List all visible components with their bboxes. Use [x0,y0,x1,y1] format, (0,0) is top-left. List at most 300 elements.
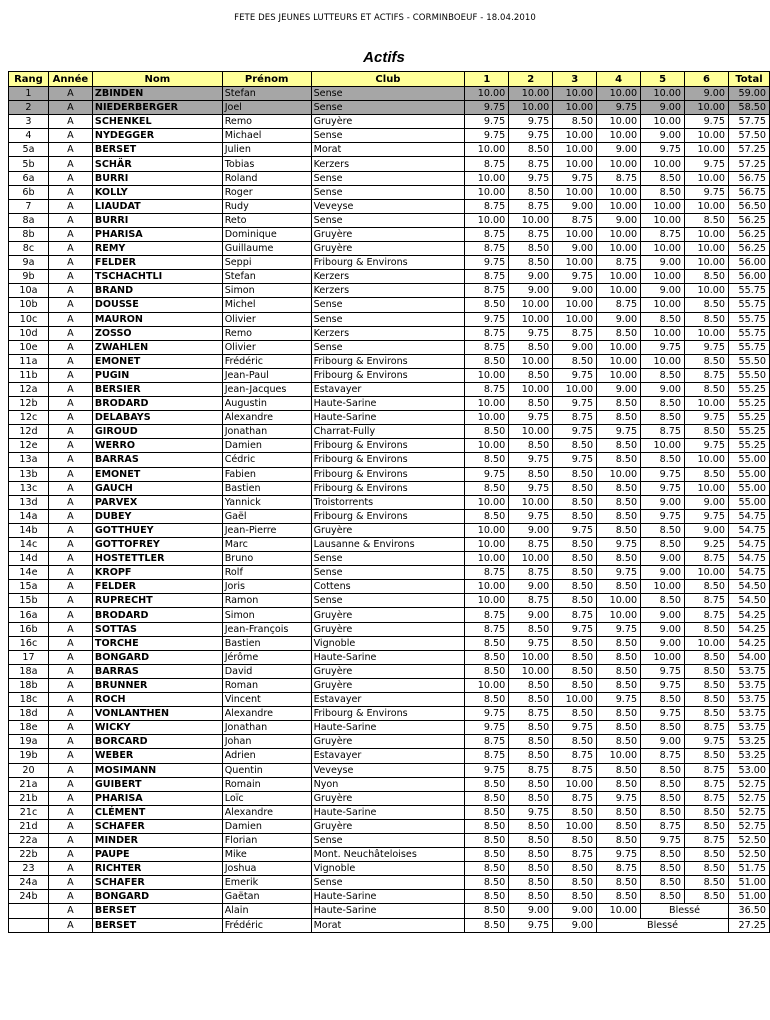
cell-score: 8.50 [641,397,685,411]
cell-score: 8.50 [641,594,685,608]
cell-score: 8.50 [553,495,597,509]
cell-score: 8.50 [509,397,553,411]
cell-score: 8.75 [465,326,509,340]
table-row [9,298,770,312]
cell-score: 9.75 [597,425,641,439]
cell-prenom: Bastien [222,636,311,650]
table-row [9,833,770,847]
cell-score: 10.00 [641,199,685,213]
table-row [9,650,770,664]
table-row [9,693,770,707]
cell-score: 9.00 [641,101,685,115]
cell-score: 9.75 [553,523,597,537]
cell-score: 9.75 [685,340,729,354]
cell-nom: BERSIER [92,382,222,396]
cell-score: 8.75 [685,763,729,777]
cell-score: 9.75 [641,678,685,692]
cell-rang: 20 [9,763,49,777]
cell-score: 8.50 [597,735,641,749]
cell-score: 8.50 [553,538,597,552]
cell-nom: VONLANTHEN [92,707,222,721]
cell-score: 10.00 [685,256,729,270]
cell-annee: A [48,819,92,833]
cell-score: 8.50 [597,453,641,467]
cell-annee: A [48,270,92,284]
cell-score: 9.75 [641,509,685,523]
cell-rang: 22a [9,833,49,847]
cell-annee: A [48,199,92,213]
cell-annee: A [48,397,92,411]
cell-annee: A [48,650,92,664]
cell-score: 8.75 [465,735,509,749]
cell-annee: A [48,904,92,918]
cell-nom: BERSET [92,918,222,932]
cell-rang: 21d [9,819,49,833]
cell-prenom: Alexandre [222,707,311,721]
cell-total: 55.00 [728,453,769,467]
cell-rang: 12e [9,439,49,453]
cell-club: Sense [311,594,465,608]
cell-score: 9.75 [509,636,553,650]
cell-score: 8.50 [685,467,729,481]
cell-prenom: Joel [222,101,311,115]
cell-score: 10.00 [641,298,685,312]
col-header-round-6: 6 [685,72,729,87]
cell-annee: A [48,101,92,115]
cell-score: 10.00 [465,678,509,692]
cell-score: 9.00 [641,382,685,396]
cell-score: 10.00 [597,284,641,298]
cell-annee: A [48,791,92,805]
cell-score: 9.00 [641,256,685,270]
table-row [9,707,770,721]
cell-total: 54.25 [728,622,769,636]
cell-club: Morat [311,918,465,932]
cell-score: 10.00 [597,340,641,354]
cell-club: Fribourg & Environs [311,439,465,453]
cell-score: 8.75 [685,608,729,622]
cell-total: 53.25 [728,749,769,763]
cell-total: 54.75 [728,509,769,523]
cell-club: Fribourg & Environs [311,509,465,523]
cell-nom: BRODARD [92,397,222,411]
cell-score: 8.75 [509,566,553,580]
cell-rang: 14c [9,538,49,552]
cell-score: 10.00 [685,453,729,467]
cell-rang: 3 [9,115,49,129]
cell-score: 9.00 [509,580,553,594]
cell-annee: A [48,876,92,890]
cell-rang: 4 [9,129,49,143]
cell-score: 8.50 [597,707,641,721]
cell-rang: 9a [9,256,49,270]
cell-club: Vignoble [311,862,465,876]
table-row [9,171,770,185]
cell-annee: A [48,523,92,537]
cell-score: 8.50 [597,833,641,847]
cell-rang: 18d [9,707,49,721]
cell-nom: SCHAFER [92,876,222,890]
cell-club: Gruyère [311,819,465,833]
cell-club: Gruyère [311,608,465,622]
cell-prenom: Michael [222,129,311,143]
cell-score: 9.75 [641,340,685,354]
cell-score: 9.00 [641,735,685,749]
col-header-round-1: 1 [465,72,509,87]
col-header-prenom: Prénom [222,72,311,87]
cell-nom: SCHENKEL [92,115,222,129]
table-row [9,115,770,129]
cell-prenom: Guillaume [222,242,311,256]
cell-rang: 13d [9,495,49,509]
cell-rang: 21b [9,791,49,805]
cell-score: 8.75 [553,749,597,763]
cell-score: 10.00 [465,523,509,537]
cell-annee: A [48,566,92,580]
col-header-round-5: 5 [641,72,685,87]
cell-nom: GAUCH [92,481,222,495]
col-header-annee: Année [48,72,92,87]
cell-nom: ROCH [92,693,222,707]
cell-score: 8.75 [597,862,641,876]
cell-total: 55.50 [728,354,769,368]
cell-score: 8.50 [465,664,509,678]
cell-score: 8.50 [509,693,553,707]
cell-score: 8.50 [597,552,641,566]
cell-score: 9.75 [465,721,509,735]
cell-rang: 16a [9,608,49,622]
cell-score: 9.00 [509,523,553,537]
cell-nom: FELDER [92,256,222,270]
table-row [9,312,770,326]
table-row [9,213,770,227]
cell-score: 8.75 [509,157,553,171]
cell-prenom: Jean-François [222,622,311,636]
cell-prenom: Julien [222,143,311,157]
cell-club: Lausanne & Environs [311,538,465,552]
cell-prenom: David [222,664,311,678]
cell-score: 10.00 [465,495,509,509]
cell-score: 8.75 [465,608,509,622]
cell-rang: 16b [9,622,49,636]
cell-score: 9.75 [509,115,553,129]
cell-score: 8.50 [685,678,729,692]
cell-score: 10.00 [465,87,509,101]
table-row [9,256,770,270]
table-row [9,143,770,157]
cell-total: 55.25 [728,411,769,425]
cell-score: 8.50 [509,256,553,270]
cell-total: 56.50 [728,199,769,213]
cell-annee: A [48,749,92,763]
cell-score: 8.50 [641,876,685,890]
cell-score: 8.50 [509,368,553,382]
table-row [9,382,770,396]
cell-score: 8.50 [465,805,509,819]
cell-club: Fribourg & Environs [311,467,465,481]
cell-score: 10.00 [685,101,729,115]
header-row [9,72,770,87]
cell-rang: 19b [9,749,49,763]
cell-score: 9.00 [509,284,553,298]
cell-total: 56.25 [728,227,769,241]
cell-score: 10.00 [685,143,729,157]
table-row [9,777,770,791]
cell-nom: REMY [92,242,222,256]
cell-score: 8.75 [509,199,553,213]
cell-prenom: Johan [222,735,311,749]
cell-nom: HOSTETTLER [92,552,222,566]
cell-annee: A [48,312,92,326]
cell-prenom: Joris [222,580,311,594]
cell-score: 8.75 [597,298,641,312]
cell-total: 55.75 [728,284,769,298]
table-row [9,848,770,862]
cell-nom: ZWAHLEN [92,340,222,354]
cell-rang: 9b [9,270,49,284]
cell-prenom: Cédric [222,453,311,467]
cell-prenom: Jean-Jacques [222,382,311,396]
cell-nom: RUPRECHT [92,594,222,608]
cell-score: 10.00 [553,227,597,241]
cell-score: 8.50 [465,425,509,439]
cell-rang: 12c [9,411,49,425]
cell-score: 8.50 [509,622,553,636]
cell-annee: A [48,326,92,340]
cell-total: 27.25 [728,918,769,932]
cell-score: 10.00 [597,129,641,143]
cell-club: Fribourg & Environs [311,368,465,382]
cell-rang: 18a [9,664,49,678]
cell-score: 8.50 [685,622,729,636]
cell-prenom: Frédéric [222,354,311,368]
cell-score: 10.00 [509,312,553,326]
cell-score: 8.50 [509,791,553,805]
cell-total: 57.25 [728,157,769,171]
cell-rang: 5a [9,143,49,157]
cell-score: 8.50 [509,862,553,876]
cell-score: 8.75 [465,749,509,763]
cell-score: 10.00 [597,354,641,368]
cell-annee: A [48,382,92,396]
cell-score: 9.00 [641,284,685,298]
table-row [9,185,770,199]
cell-score: 10.00 [553,101,597,115]
cell-score: 8.50 [597,411,641,425]
page-title: Actifs [363,49,405,66]
cell-score: 9.25 [685,538,729,552]
cell-score: 8.50 [553,650,597,664]
cell-score: 8.50 [597,580,641,594]
cell-prenom: Jérôme [222,650,311,664]
cell-score: 8.50 [597,664,641,678]
cell-rang: 10a [9,284,49,298]
cell-total: 53.75 [728,707,769,721]
cell-score: 10.00 [597,467,641,481]
cell-score: 9.75 [465,467,509,481]
cell-total: 55.75 [728,312,769,326]
cell-score: 9.75 [465,312,509,326]
cell-note: Blessé [597,918,729,932]
cell-score: 10.00 [509,213,553,227]
cell-score: 10.00 [685,227,729,241]
cell-total: 54.25 [728,636,769,650]
cell-rang: 21a [9,777,49,791]
cell-prenom: Joshua [222,862,311,876]
cell-score: 8.50 [641,693,685,707]
cell-total: 53.00 [728,763,769,777]
cell-prenom: Frédéric [222,918,311,932]
cell-nom: DELABAYS [92,411,222,425]
cell-total: 57.25 [728,143,769,157]
cell-score: 10.00 [509,354,553,368]
table-row [9,101,770,115]
cell-total: 54.75 [728,538,769,552]
cell-club: Sense [311,129,465,143]
cell-score: 10.00 [553,312,597,326]
cell-total: 52.75 [728,791,769,805]
cell-score: 8.50 [553,664,597,678]
cell-prenom: Reto [222,213,311,227]
cell-prenom: Dominique [222,227,311,241]
cell-score: 8.50 [553,481,597,495]
cell-nom: BORCARD [92,735,222,749]
cell-score: 8.50 [509,721,553,735]
cell-score: 10.00 [641,439,685,453]
cell-total: 55.25 [728,382,769,396]
cell-prenom: Emerik [222,876,311,890]
cell-score: 8.50 [597,523,641,537]
cell-club: Haute-Sarine [311,721,465,735]
cell-score: 8.50 [553,833,597,847]
cell-club: Sense [311,566,465,580]
cell-nom: BURRI [92,171,222,185]
cell-score: 8.75 [465,199,509,213]
cell-prenom: Stefan [222,270,311,284]
cell-club: Sense [311,171,465,185]
cell-rang: 13c [9,481,49,495]
table-row [9,678,770,692]
cell-nom: PARVEX [92,495,222,509]
cell-score: 8.50 [509,340,553,354]
cell-score: 9.00 [685,495,729,509]
cell-annee: A [48,552,92,566]
cell-score: 8.75 [553,763,597,777]
cell-prenom: Roland [222,171,311,185]
cell-score: 10.00 [553,777,597,791]
cell-club: Sense [311,101,465,115]
cell-annee: A [48,890,92,904]
cell-nom: TORCHE [92,636,222,650]
cell-nom: NIEDERBERGER [92,101,222,115]
cell-score: 10.00 [597,87,641,101]
cell-score: 10.00 [553,382,597,396]
cell-club: Vignoble [311,636,465,650]
cell-total: 55.75 [728,298,769,312]
table-row [9,199,770,213]
cell-score: 8.50 [641,523,685,537]
table-row [9,340,770,354]
cell-total: 55.50 [728,368,769,382]
cell-score: 9.75 [509,171,553,185]
cell-rang: 14e [9,566,49,580]
cell-nom: MAURON [92,312,222,326]
cell-annee: A [48,693,92,707]
cell-total: 52.50 [728,833,769,847]
cell-club: Kerzers [311,284,465,298]
cell-score: 8.75 [685,552,729,566]
cell-nom: BRAND [92,284,222,298]
cell-score: 10.00 [553,298,597,312]
cell-score: 8.50 [509,848,553,862]
cell-nom: KOLLY [92,185,222,199]
cell-score: 10.00 [509,650,553,664]
cell-score: 8.75 [685,594,729,608]
cell-score: 8.50 [597,636,641,650]
cell-total: 53.75 [728,693,769,707]
cell-prenom: Rolf [222,566,311,580]
cell-total: 54.75 [728,566,769,580]
cell-score: 8.50 [509,890,553,904]
cell-score: 8.50 [685,312,729,326]
cell-score: 8.50 [553,467,597,481]
cell-prenom: Olivier [222,312,311,326]
cell-score: 9.75 [641,833,685,847]
cell-nom: KROPF [92,566,222,580]
cell-nom: GOTTOFREY [92,538,222,552]
cell-score: 9.00 [641,495,685,509]
cell-annee: A [48,608,92,622]
cell-club: Sense [311,833,465,847]
cell-score: 9.75 [465,101,509,115]
cell-club: Gruyère [311,664,465,678]
cell-nom: BERSET [92,143,222,157]
cell-score: 10.00 [685,481,729,495]
cell-score: 8.50 [597,397,641,411]
cell-prenom: Bastien [222,481,311,495]
cell-score: 9.00 [685,87,729,101]
cell-score: 8.50 [685,650,729,664]
cell-nom: PAUPE [92,848,222,862]
cell-rang: 16c [9,636,49,650]
cell-score: 8.75 [685,833,729,847]
cell-prenom: Stefan [222,87,311,101]
cell-total: 55.75 [728,326,769,340]
table-row [9,735,770,749]
cell-rang: 15b [9,594,49,608]
cell-annee: A [48,636,92,650]
cell-rang: 8b [9,227,49,241]
cell-prenom: Gaëtan [222,890,311,904]
cell-prenom: Remo [222,326,311,340]
table-row [9,763,770,777]
cell-rang: 19a [9,735,49,749]
table-row [9,439,770,453]
cell-prenom: Simon [222,284,311,298]
cell-annee: A [48,284,92,298]
cell-score: 10.00 [597,594,641,608]
cell-score: 10.00 [465,594,509,608]
cell-nom: SCHÄR [92,157,222,171]
cell-total: 53.25 [728,735,769,749]
cell-annee: A [48,354,92,368]
cell-score: 8.50 [685,693,729,707]
cell-rang: 14b [9,523,49,537]
cell-score: 8.50 [465,298,509,312]
cell-score: 8.50 [465,650,509,664]
cell-nom: TSCHACHTLI [92,270,222,284]
cell-score: 9.75 [509,129,553,143]
